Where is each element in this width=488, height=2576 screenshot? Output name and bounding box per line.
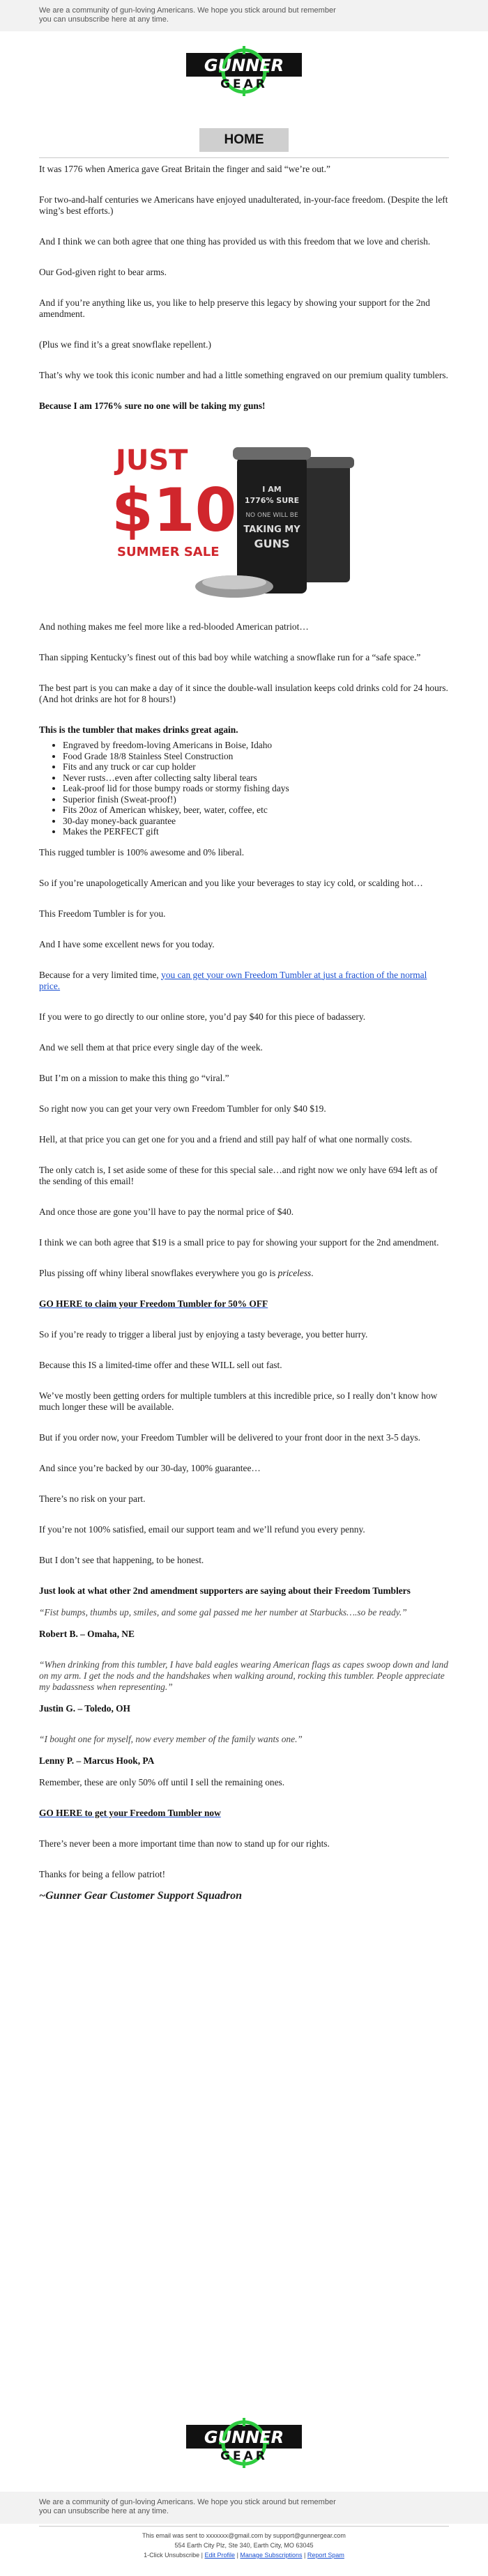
emphasis-prefix: Because [39, 401, 74, 411]
paragraph-text: Plus pissing off whiny liberal snowflakes everywhere you go is [39, 1267, 278, 1278]
tumbler-text: TAKING MY [243, 525, 300, 535]
claim-cta-link[interactable] [39, 1298, 268, 1309]
manage-subscriptions-link[interactable]: Manage Subscriptions [240, 2552, 303, 2559]
review-author [39, 1629, 449, 1640]
footer-separator: | [236, 2552, 238, 2559]
email-body [39, 164, 449, 1912]
review-quote: “Fist bumps, thumbs up, smiles, and some gal passed me her number at Starbucks….so be ready.” [39, 1606, 407, 1617]
review-quote: “When drinking from this tumbler, I have bald eagles wearing American flags as capes swoop down and land on my arm. I get the nods and the handshakes when walking around, rocking this tumbler. People appreciate my badassness when representing.” [39, 1659, 448, 1692]
tumbler-text: 1776% SURE [244, 496, 300, 505]
tumbler-text: I AM [262, 485, 282, 494]
paragraph: If you were to go directly to our online store, you’d pay $40 for this piece of badassery. [39, 1011, 366, 1022]
paragraph: It was 1776 when America gave Great Britain the finger and said “we’re out.” [39, 164, 330, 174]
paragraph: But I’m on a mission to make this thing go “viral.” [39, 1072, 229, 1083]
review-author [39, 1755, 449, 1767]
features-heading-text: This is the tumbler that makes drinks great again. [39, 724, 238, 735]
paragraph: Hell, at that price you can get one for you and a friend and still pay half of what one normally costs. [39, 1133, 413, 1145]
paragraph: Remember, these are only 50% off until I sell the remaining ones. [39, 1776, 285, 1787]
paragraph: That’s why we took this iconic number and had a little something engraved on our premium quality tumblers. [39, 370, 448, 380]
claim-cta-text[interactable]: GO HERE to claim your Freedom Tumbler for 50% OFF [39, 1298, 268, 1309]
preheader-text: We are a community of gun-loving Americans. We hope you stick around but remember you can unsubscribe here at any time. [39, 6, 336, 24]
paragraph: I think we can both agree that $19 is a small price to pay for showing your support for the 2nd amendment. [39, 1236, 439, 1248]
features-heading [39, 724, 449, 736]
footer-separator: | [201, 2552, 203, 2559]
logo-word-top: GUNNER [204, 2428, 284, 2447]
paragraph: For two-and-half centuries we Americans have enjoyed unadulterated, in-your-face freedom. (Despite the left wing’s best efforts.) [39, 194, 448, 216]
list-item: • Food Grade 18/8 Stainless Steel Construction [63, 751, 449, 762]
paragraph-italic [39, 1268, 449, 1279]
paragraph: This Freedom Tumbler is for you. [39, 908, 166, 919]
footer-separator: | [304, 2552, 306, 2559]
paragraph: And I have some excellent news for you today. [39, 938, 215, 949]
footer-address: 554 Earth City Plz, Ste 340, Earth City, MO 63045 [174, 2542, 314, 2549]
paragraph: So if you’re unapologetically American and you like your beverages to stay icy cold, or scalding hot… [39, 877, 423, 888]
list-item: • Fits 20oz of American whiskey, beer, water, coffee, etc [63, 805, 449, 816]
paragraph: (Plus we find it’s a great snowflake repellent.) [39, 339, 211, 350]
paragraph: There’s no risk on your part. [39, 1493, 146, 1504]
paragraph-emphasis [39, 401, 449, 412]
tumbler-text: GUNS [254, 537, 290, 550]
list-item: • Never rusts…even after collecting salty liberal tears [63, 773, 449, 784]
footer-links [0, 2550, 488, 2560]
paragraph: And nothing makes me feel more like a red-blooded American patriot… [39, 621, 309, 632]
paragraph: And if you’re anything like us, you like to help preserve this legacy by showing your support for the 2nd amendment. [39, 297, 430, 319]
review-author [39, 1703, 449, 1714]
paragraph: This rugged tumbler is 100% awesome and 0% liberal. [39, 846, 245, 858]
logo-word-top: GUNNER [204, 56, 284, 75]
tumbler-back-icon [301, 464, 350, 582]
paragraph: If you’re not 100% satisfied, email our support team and we’ll refund you every penny. [39, 1523, 365, 1535]
paragraph: And I think we can both agree that one thing has provided us with this freedom that we love and cherish. [39, 236, 431, 247]
footer-community-text: We are a community of gun-loving Americans. We hope you stick around but remember you can unsubscribe here at any time. [39, 2498, 336, 2515]
cta-paragraph [39, 1808, 449, 1819]
preheader [0, 0, 488, 31]
footer-divider [39, 2526, 449, 2527]
logo-word-bottom: GEAR [220, 2449, 268, 2463]
list-item: • Engraved by freedom-loving Americans in Boise, Idaho [63, 740, 449, 751]
list-item: • 30-day money-back guarantee [63, 816, 449, 827]
paragraph: Than sipping Kentucky’s finest out of this bad boy while watching a snowflake run for a “safe space.” [39, 652, 421, 662]
features-list [39, 740, 449, 837]
home-button[interactable]: HOME [199, 128, 289, 152]
promo-price: $10 [112, 476, 237, 545]
paragraph: The best part is you can make a day of it since the double-wall insulation keeps cold drinks cold for 24 hours. (And hot drinks are hot for 8 hours!) [39, 683, 448, 704]
review-author-text: Lenny P. – Marcus Hook, PA [39, 1755, 155, 1766]
offer-link[interactable]: you can get your own Freedom Tumbler at just a fraction of the normal price. [39, 969, 427, 991]
promo-just: JUST [116, 444, 188, 476]
paragraph: We’ve mostly been getting orders for multiple tumblers at this incredible price, so I really don’t know how much longer these will be available. [39, 1390, 438, 1412]
emphasis-text: I am 1776% sure no one will be taking my guns! [73, 401, 266, 411]
get-tumbler-cta-link[interactable] [39, 1808, 221, 1818]
paragraph: So if you’re ready to trigger a liberal just by enjoying a tasty beverage, you better hurry. [39, 1328, 368, 1340]
paragraph: Because this IS a limited-time offer and these WILL sell out fast. [39, 1359, 282, 1370]
paragraph: There’s never been a more important time than now to stand up for our rights. [39, 1838, 330, 1849]
footer [0, 2531, 488, 2560]
review-author-text: Justin G. – Toledo, OH [39, 1702, 130, 1714]
review-author-text: Robert B. – Omaha, NE [39, 1628, 135, 1639]
header-divider [39, 157, 449, 158]
paragraph: And once those are gone you’ll have to pay the normal price of $40. [39, 1206, 294, 1217]
paragraph: And we sell them at that price every single day of the week. [39, 1041, 263, 1053]
paragraph: The only catch is, I set aside some of these for this special sale…and right now we only have 694 left as of the sending of this email! [39, 1164, 438, 1186]
signoff: ~Gunner Gear Customer Support Squadron [39, 1889, 242, 1902]
emphasis-text: priceless [277, 1267, 312, 1278]
get-tumbler-cta-text[interactable]: GO HERE to get your Freedom Tumbler now [39, 1807, 221, 1818]
one-click-unsubscribe-link[interactable]: 1-Click Unsubscribe [144, 2552, 200, 2559]
edit-profile-link[interactable]: Edit Profile [204, 2552, 236, 2559]
paragraph: But I don’t see that happening, to be honest. [39, 1554, 204, 1565]
promo-subline: SUMMER SALE [117, 545, 220, 559]
footer-sent-to: This email was sent to xxxxxxx@gmail.com by support@gunnergear.com [142, 2532, 346, 2539]
list-item: • Makes the PERFECT gift [63, 826, 449, 837]
list-item: • Superior finish (Sweat-proof!) [63, 794, 449, 805]
tumbler-text: NO ONE WILL BE [245, 512, 298, 519]
reviews-heading-text: Just look at what other 2nd amendment supporters are saying about their Freedom Tumblers [39, 1585, 411, 1596]
paragraph: So right now you can get your very own Freedom Tumbler for only $40 $19. [39, 1103, 326, 1114]
gunner-gear-logo-footer[interactable] [186, 2415, 302, 2478]
promo-image[interactable] [112, 429, 363, 607]
review-quote: “I bought one for myself, now every member of the family wants one.” [39, 1733, 303, 1744]
paragraph: But if you order now, your Freedom Tumbler will be delivered to your front door in the next 3-5 days. [39, 1431, 420, 1443]
cta-paragraph [39, 1298, 449, 1310]
report-spam-link[interactable]: Report Spam [307, 2552, 344, 2559]
paragraph: Thanks for being a fellow patriot! [39, 1868, 166, 1879]
paragraph: And since you’re backed by our 30-day, 100% guarantee… [39, 1462, 261, 1473]
logo-word-bottom: GEAR [220, 77, 268, 91]
reviews-heading [39, 1585, 449, 1597]
list-item: • Fits and any truck or car cup holder [63, 761, 449, 773]
gunner-gear-logo[interactable] [186, 43, 302, 106]
paragraph-with-link [39, 970, 449, 992]
paragraph-text: . [311, 1267, 314, 1278]
footer-community-note [0, 2492, 488, 2524]
paragraph-text: Because for a very limited time, [39, 969, 162, 980]
paragraph: Our God-given right to bear arms. [39, 267, 167, 277]
list-item: • Leak-proof lid for those bumpy roads or stormy fishing days [63, 783, 449, 794]
